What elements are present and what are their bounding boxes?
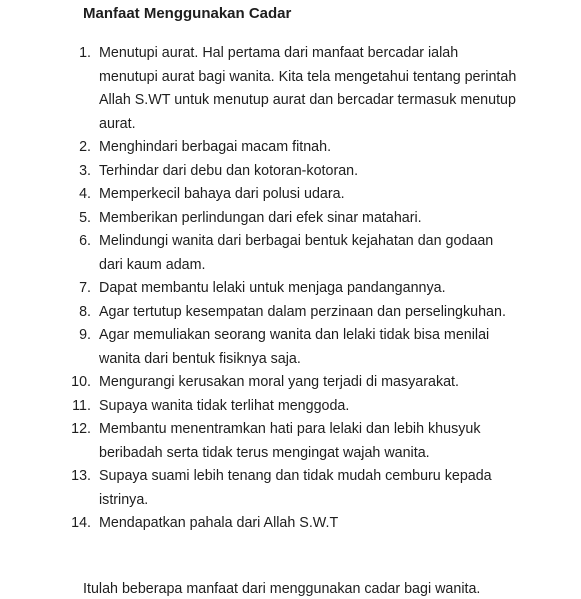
list-item: [60, 371, 520, 395]
list-item: [60, 207, 520, 231]
list-item-text: Mengurangi kerusakan moral yang terjadi di masyarakat.: [99, 374, 459, 390]
list-item: [60, 418, 520, 465]
list-item-text: Memperkecil bahaya dari polusi udara.: [99, 186, 345, 202]
list-item-number: 13.: [71, 468, 91, 484]
list-item: [60, 324, 520, 371]
list-item-text: Agar tertutup kesempatan dalam perzinaan dan perselingkuhan.: [99, 303, 506, 320]
list-item-number: 12.: [71, 421, 91, 437]
list-item-number: 3.: [79, 162, 91, 179]
list-item: [60, 277, 520, 301]
list-item: [60, 512, 520, 536]
list-item-text: Memberikan perlindungan dari efek sinar matahari.: [99, 209, 422, 226]
list-item-text: Menghindari berbagai macam fitnah.: [99, 139, 332, 155]
list-item: [60, 230, 520, 277]
list-item-number: 6.: [79, 233, 91, 249]
list-item-number: 1.: [79, 45, 91, 61]
list-item-number: 9.: [79, 327, 91, 343]
list-item-text: Terhindar dari debu dan kotoran-kotoran.: [99, 162, 359, 179]
list-item-number: 7.: [79, 280, 91, 296]
list-item-text: Menutupi aurat. Hal pertama dari manfaat bercadar ialah menutupi aurat bagi wanita. Kita tela mengetahui tentang perintah Allah S.WT untuk menutup aurat dan bercadar termasuk menutup aurat.: [99, 45, 517, 132]
list-item-text: Melindungi wanita dari berbagai bentuk kejahatan dan godaan dari kaum adam.: [99, 233, 494, 273]
list-item-number: 2.: [79, 139, 91, 155]
list-item-number: 11.: [72, 397, 91, 414]
list-item: [60, 183, 520, 207]
closing-sentence: Itulah beberapa manfaat dari menggunakan cadar bagi wanita.: [83, 581, 481, 597]
document-title: Manfaat Menggunakan Cadar: [83, 5, 292, 22]
list-item-number: 5.: [79, 209, 91, 226]
list-item: [60, 395, 520, 419]
list-item-number: 10.: [71, 374, 91, 390]
list-item-text: Mendapatkan pahala dari Allah S.W.T: [99, 515, 339, 531]
list-item: [60, 136, 520, 160]
list-item-text: Dapat membantu lelaki untuk menjaga pandangannya.: [99, 280, 446, 296]
list-item-text: Agar memuliakan seorang wanita dan lelaki tidak bisa menilai wanita dari bentuk fisiknya saja.: [99, 327, 490, 367]
list-item: [60, 160, 520, 184]
list-item: [60, 465, 520, 512]
benefits-list: [60, 42, 520, 536]
list-item-number: 8.: [79, 303, 91, 320]
list-item: [60, 301, 520, 325]
list-item-text: Supaya wanita tidak terlihat menggoda.: [99, 397, 350, 414]
list-item-text: Membantu menentramkan hati para lelaki dan lebih khusyuk beribadah serta tidak terus mengingat wajah wanita.: [99, 421, 481, 461]
list-item-number: 4.: [79, 186, 91, 202]
list-item: [60, 42, 520, 136]
list-item-number: 14.: [71, 515, 91, 531]
list-item-text: Supaya suami lebih tenang dan tidak mudah cemburu kepada istrinya.: [99, 468, 492, 508]
